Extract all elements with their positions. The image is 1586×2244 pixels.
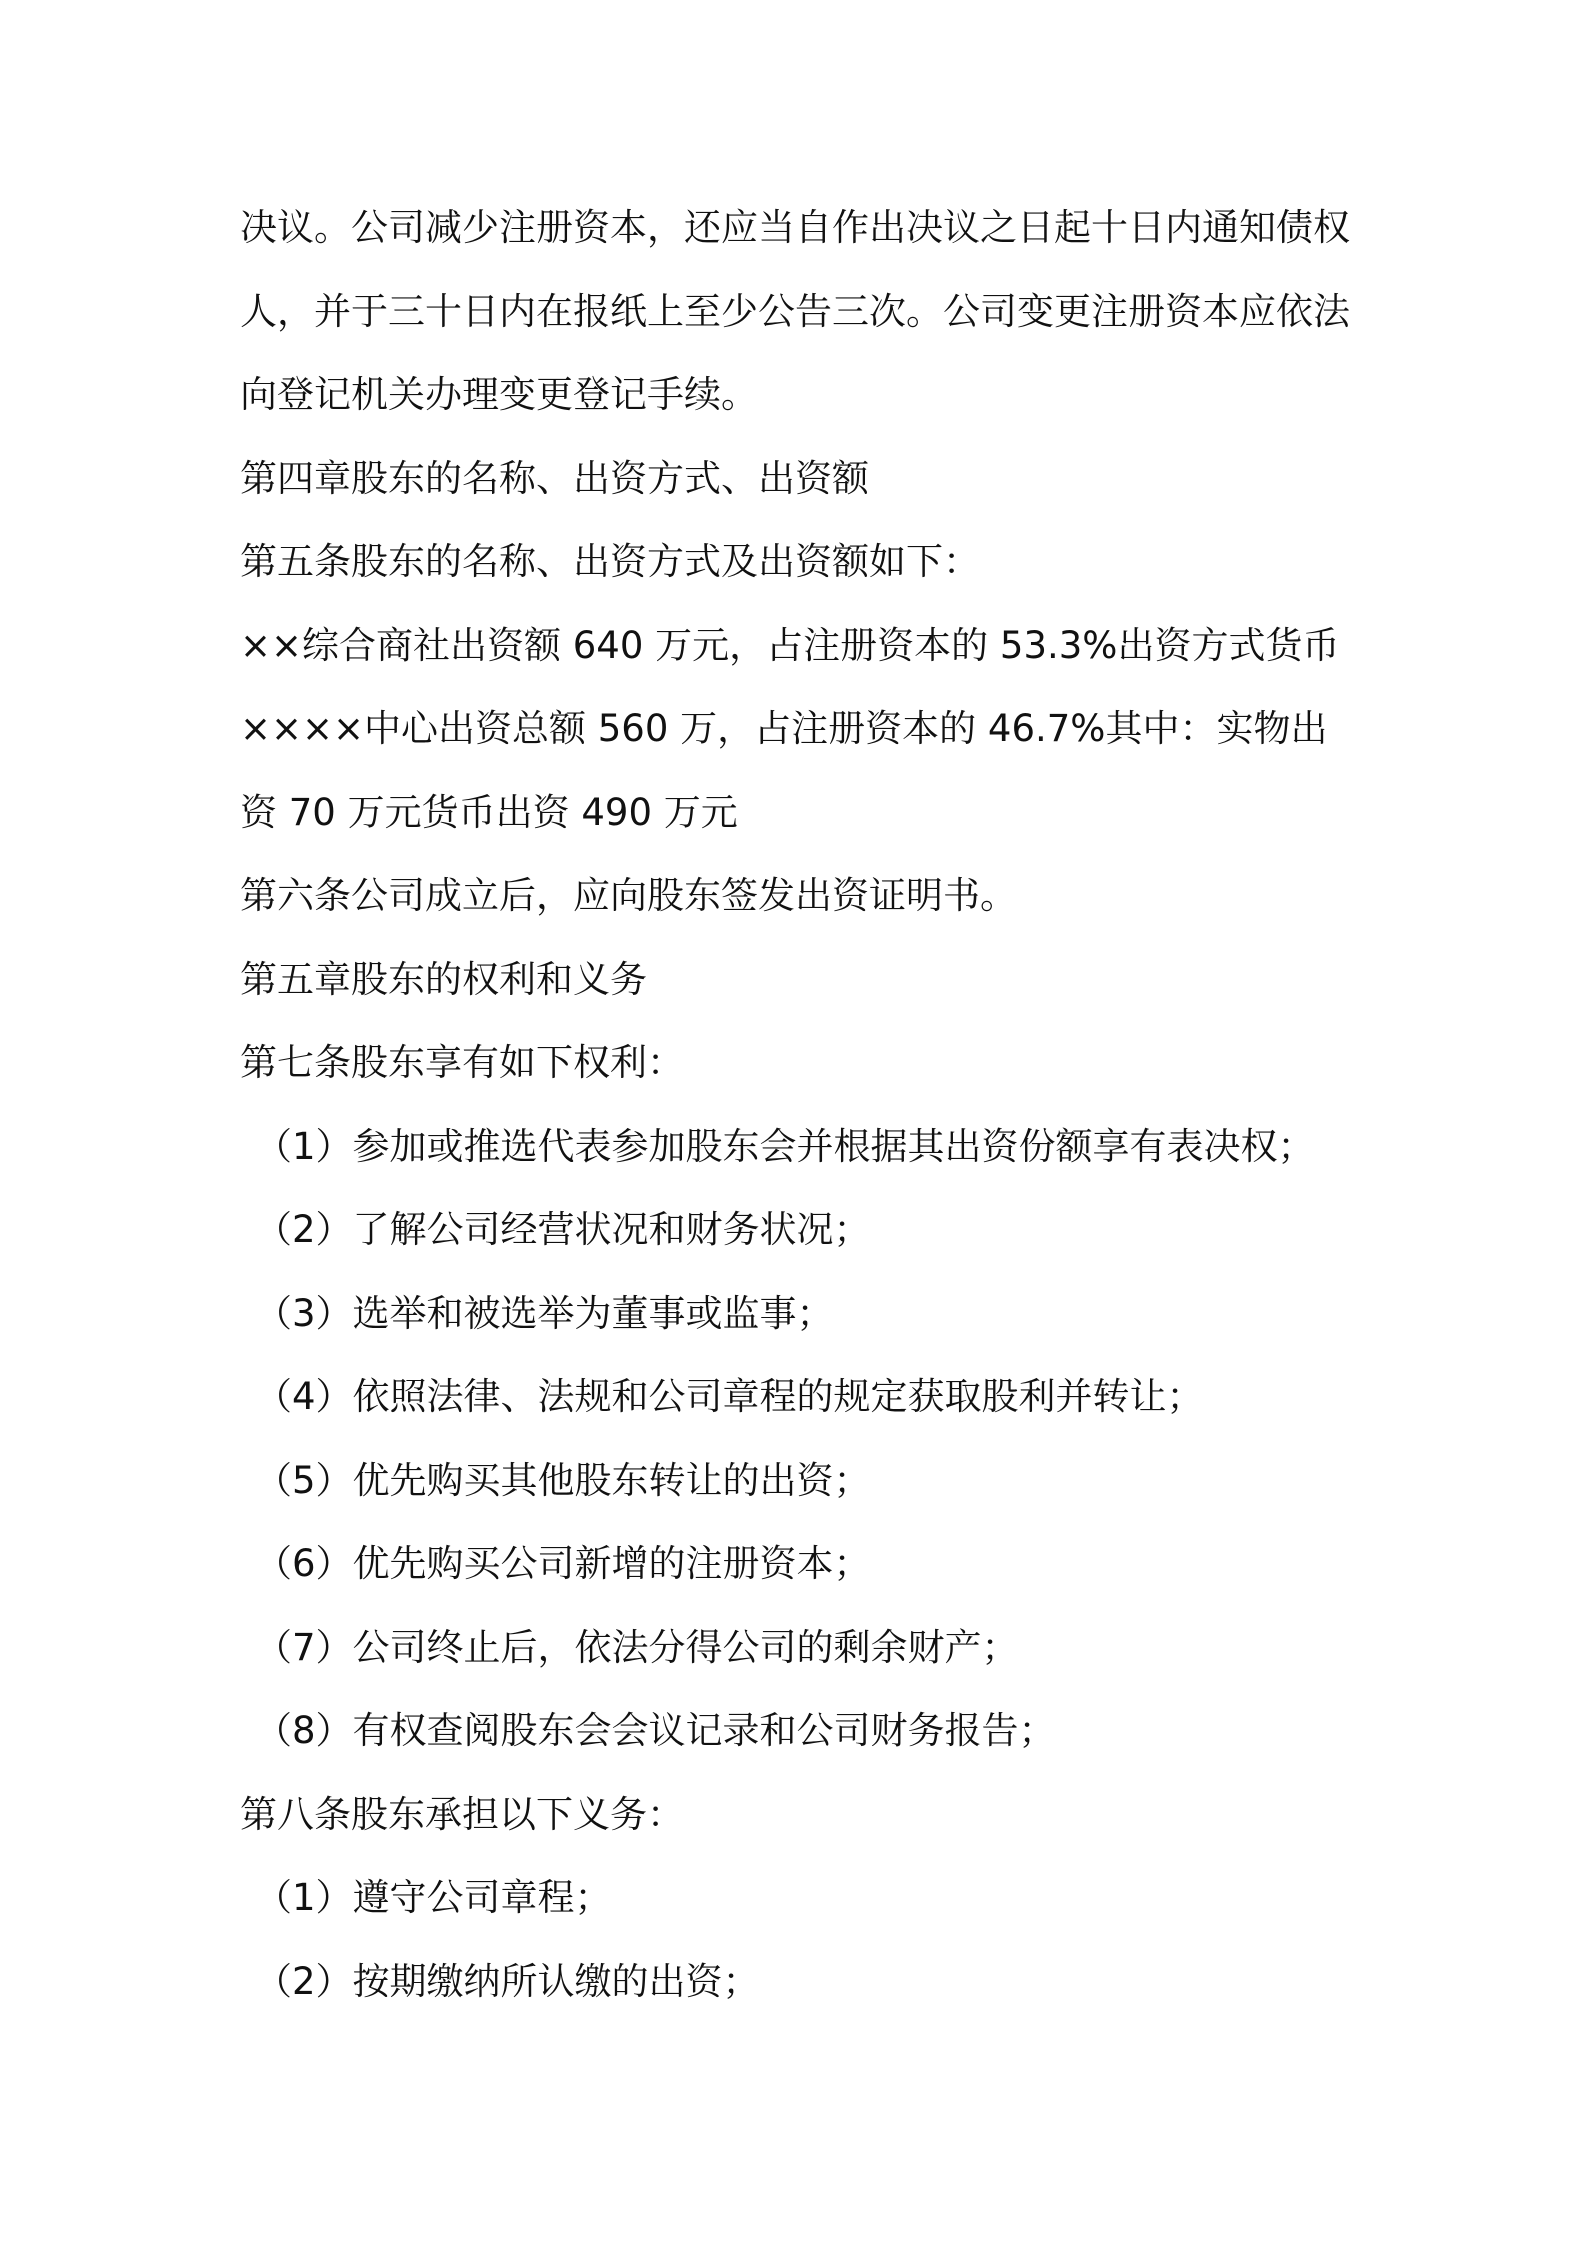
article-heading: 第八条股东承担以下义务： [240,1792,684,1836]
list-item: （4）依照法律、法规和公司章程的规定获取股利并转让； [255,1375,1204,1418]
paragraph-line: 人，并于三十日内在报纸上至少公告三次。公司变更注册资本应依法 [240,289,1350,333]
paragraph-line: ××综合商社出资额 640 万元，占注册资本的 53.3%出资方式货币 [240,623,1340,667]
paragraph-line: 向登记机关办理变更登记手续。 [240,373,758,416]
paragraph-line: 资 70 万元货币出资 490 万元 [240,790,738,834]
list-item: （8）有权查阅股东会会议记录和公司财务报告； [255,1709,1056,1752]
list-item: （2）按期缴纳所认缴的出资； [255,1959,760,2003]
list-item: （7）公司终止后，依法分得公司的剩余财产； [255,1625,1019,1669]
chapter-heading: 第五章股东的权利和义务 [240,957,647,1001]
article-heading: 第五条股东的名称、出资方式及出资额如下： [240,540,980,583]
list-item: （2）了解公司经营状况和财务状况； [255,1208,871,1251]
article-heading: 第七条股东享有如下权利： [240,1041,684,1084]
list-item: （1）遵守公司章程； [255,1876,612,1919]
list-item: （5）优先购买其他股东转让的出资； [255,1458,871,1502]
article-line: 第六条公司成立后，应向股东签发出资证明书。 [240,874,1017,917]
list-item: （6）优先购买公司新增的注册资本； [255,1542,871,1585]
list-item: （1）参加或推选代表参加股东会并根据其出资份额享有表决权； [255,1124,1315,1168]
document-body [240,200,1360,2037]
paragraph-line: ××××中心出资总额 560 万，占注册资本的 46.7%其中：实物出 [240,707,1328,750]
list-item: （3）选举和被选举为董事或监事； [255,1291,834,1335]
paragraph-line: 决议。公司减少注册资本，还应当自作出决议之日起十日内通知债权 [240,206,1350,249]
chapter-heading: 第四章股东的名称、出资方式、出资额 [240,456,869,500]
